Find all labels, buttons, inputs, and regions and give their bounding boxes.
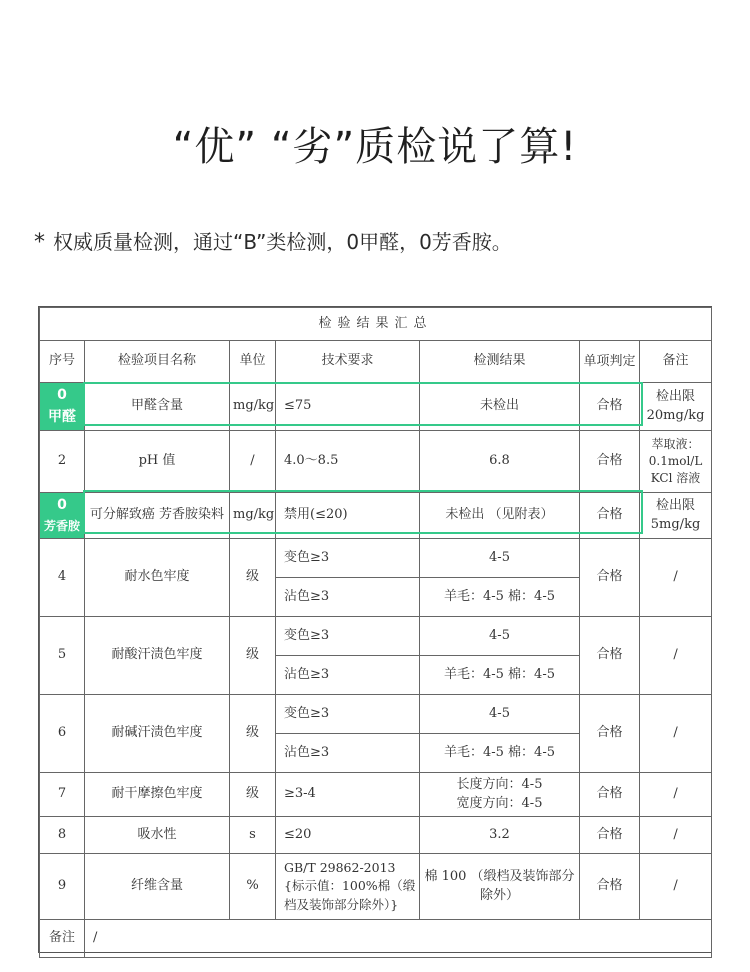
- table-row: [40, 493, 712, 539]
- cell-unit: 级: [230, 617, 276, 695]
- cell-item: 耐水色牢度: [85, 539, 230, 617]
- report-table: [39, 307, 712, 958]
- cell-result: 6.8: [420, 431, 580, 493]
- cell-req: 沾色≥3: [276, 656, 420, 695]
- table-row: [40, 773, 712, 817]
- asterisk-icon: *: [34, 230, 45, 255]
- subline: [34, 226, 512, 255]
- cell-unit: mg/kg: [230, 383, 276, 431]
- formaldehyde-badge: [40, 383, 85, 431]
- cell-result: [420, 773, 580, 817]
- cell-remark: /: [640, 854, 712, 920]
- cell-result: 未检出 （见附表）: [420, 493, 580, 539]
- cell-req: 4.0～8.5: [276, 431, 420, 493]
- cell-result: 4-5: [420, 539, 580, 578]
- cell-remark: /: [640, 617, 712, 695]
- cell-remark: 萃取液：0.1mol/L KCl 溶液: [640, 431, 712, 493]
- cell-unit: s: [230, 817, 276, 854]
- note-value: /: [85, 920, 712, 958]
- req-label-value: {标示值：100%棉（缎档及装饰部分除外）}: [284, 878, 416, 912]
- cell-item: 耐干摩擦色牢度: [85, 773, 230, 817]
- badge-label: 甲醛: [48, 408, 76, 425]
- badge-number: 0: [57, 497, 67, 514]
- cell-judge: 合格: [580, 817, 640, 854]
- table-row: [40, 431, 712, 493]
- badge-label: 芳香胺: [43, 519, 80, 534]
- header-item: 检验项目名称: [85, 341, 230, 383]
- note-row: [40, 920, 712, 958]
- cell-item: 耐酸汗渍色牢度: [85, 617, 230, 695]
- badge-number: 0: [57, 386, 67, 403]
- cell-result: 3.2: [420, 817, 580, 854]
- cell-judge: 合格: [580, 695, 640, 773]
- cell-judge: 合格: [580, 854, 640, 920]
- cell-unit: %: [230, 854, 276, 920]
- cell-result: 羊毛：4-5 棉：4-5: [420, 734, 580, 773]
- cell-result: 羊毛：4-5 棉：4-5: [420, 578, 580, 617]
- cell-item: 可分解致癌 芳香胺染料: [85, 493, 230, 539]
- cell-req: 变色≥3: [276, 695, 420, 734]
- cell-result: 羊毛：4-5 棉：4-5: [420, 656, 580, 695]
- cell-judge: 合格: [580, 773, 640, 817]
- cell-req: 沾色≥3: [276, 578, 420, 617]
- table-row: [40, 617, 712, 656]
- cell-judge: 合格: [580, 493, 640, 539]
- cell-judge: 合格: [580, 617, 640, 695]
- cell-seq: 2: [40, 431, 85, 493]
- cell-seq: 6: [40, 695, 85, 773]
- cell-result: 4-5: [420, 617, 580, 656]
- table-row: [40, 854, 712, 920]
- cell-remark: /: [640, 695, 712, 773]
- cell-item: pH 值: [85, 431, 230, 493]
- header-req: 技术要求: [276, 341, 420, 383]
- table-row: [40, 695, 712, 734]
- req-standard: GB/T 29862-2013: [284, 860, 396, 876]
- cell-req: 沾色≥3: [276, 734, 420, 773]
- cell-req: 变色≥3: [276, 539, 420, 578]
- cell-req: 变色≥3: [276, 617, 420, 656]
- cell-req: 禁用(≤20): [276, 493, 420, 539]
- table-row: [40, 817, 712, 854]
- cell-unit: mg/kg: [230, 493, 276, 539]
- header-result: 检测结果: [420, 341, 580, 383]
- cell-req: ≤20: [276, 817, 420, 854]
- cell-unit: 级: [230, 773, 276, 817]
- note-label: 备注: [40, 920, 85, 958]
- subline-text: 权威质量检测，通过“B”类检测，0甲醛，0芳香胺。: [53, 230, 512, 254]
- header-judge: 单项判定: [580, 341, 640, 383]
- result-length: 长度方向：4-5: [456, 776, 543, 792]
- cell-judge: 合格: [580, 383, 640, 431]
- cell-seq: 7: [40, 773, 85, 817]
- cell-remark: 检出限 20mg/kg: [640, 383, 712, 431]
- header-row: [40, 341, 712, 383]
- cell-item: 吸水性: [85, 817, 230, 854]
- cell-seq: 4: [40, 539, 85, 617]
- cell-seq: 8: [40, 817, 85, 854]
- cell-result: 4-5: [420, 695, 580, 734]
- report-title: 检验结果汇总: [40, 308, 712, 341]
- cell-item: 纤维含量: [85, 854, 230, 920]
- table-row: [40, 539, 712, 578]
- cell-req: ≥3-4: [276, 773, 420, 817]
- cell-item: 甲醛含量: [85, 383, 230, 431]
- cell-req: ≤75: [276, 383, 420, 431]
- cell-req: [276, 854, 420, 920]
- cell-seq: 5: [40, 617, 85, 695]
- header-unit: 单位: [230, 341, 276, 383]
- cell-result: 棉 100 （缎档及装饰部分除外）: [420, 854, 580, 920]
- cell-judge: 合格: [580, 431, 640, 493]
- cell-remark: 检出限 5mg/kg: [640, 493, 712, 539]
- headline: “优” “劣”质检说了算!: [172, 124, 578, 170]
- result-width: 宽度方向：4-5: [456, 795, 543, 811]
- header-seq: 序号: [40, 341, 85, 383]
- table-row: [40, 383, 712, 431]
- cell-unit: /: [230, 431, 276, 493]
- cell-item: 耐碱汗渍色牢度: [85, 695, 230, 773]
- cell-unit: 级: [230, 539, 276, 617]
- aromatic-amine-badge: [40, 493, 85, 539]
- cell-remark: /: [640, 773, 712, 817]
- header-remark: 备注: [640, 341, 712, 383]
- cell-remark: /: [640, 539, 712, 617]
- cell-seq: 9: [40, 854, 85, 920]
- cell-judge: 合格: [580, 539, 640, 617]
- cell-unit: 级: [230, 695, 276, 773]
- inspection-report: [38, 306, 712, 953]
- cell-result: 未检出: [420, 383, 580, 431]
- cell-remark: /: [640, 817, 712, 854]
